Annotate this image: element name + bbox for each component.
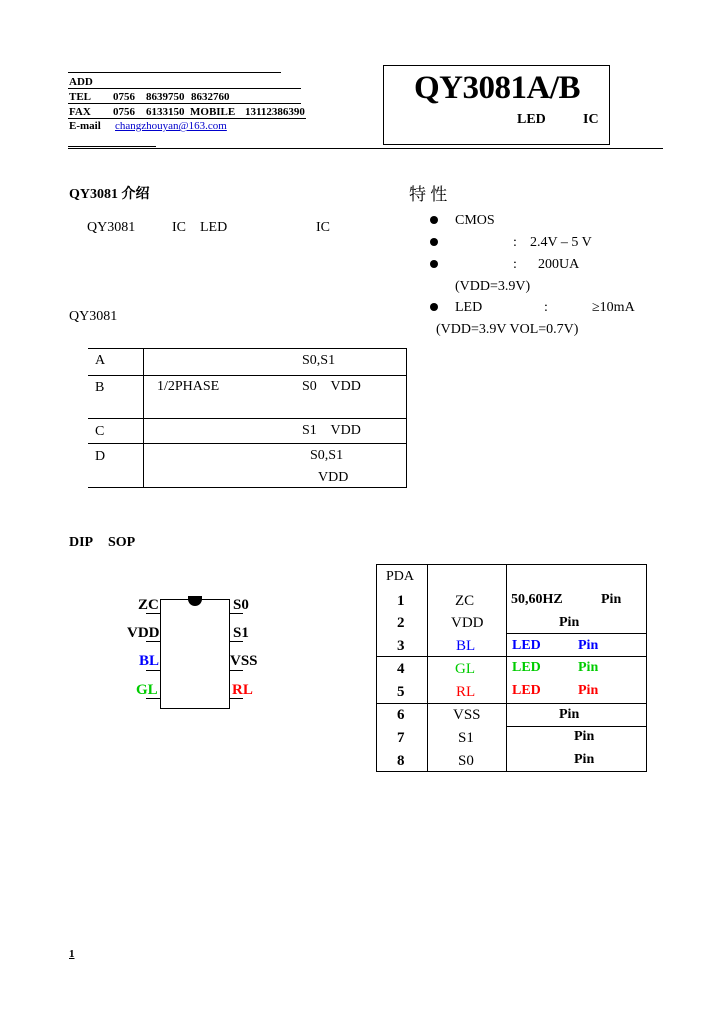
pin-desc: 50,60HZ (511, 592, 563, 607)
pin-name: S1 (458, 730, 474, 746)
pin-number: 5 (397, 684, 405, 700)
mode-c-label: C (95, 424, 105, 439)
tel-code: 0756 (113, 91, 135, 103)
fax-label: FAX (69, 106, 91, 118)
feature-current-value: 200UA (538, 257, 580, 272)
pin-desc-suffix: Pin (559, 615, 580, 630)
feature-led-label: LED (455, 300, 483, 315)
title-sub-ic: IC (583, 112, 599, 127)
pin-name: VDD (451, 615, 484, 631)
pin-number: 8 (397, 753, 405, 769)
pin-number: 3 (397, 638, 405, 654)
pin-desc-suffix: Pin (601, 592, 622, 607)
pin-name: GL (455, 661, 475, 677)
features-heading: 特 性 (409, 185, 448, 204)
pin-name: ZC (455, 593, 475, 609)
pin-desc-suffix: Pin (578, 660, 599, 675)
feature-led-note: (VDD=3.9V VOL=0.7V) (436, 322, 579, 337)
title-sub-led: LED (517, 112, 546, 127)
mode-d-pins-2: VDD (318, 470, 349, 485)
pin-desc: LED (512, 638, 541, 653)
feature-current-sep: : (513, 257, 517, 272)
header-rule-add (68, 88, 301, 89)
mobile-label: MOBILE (190, 106, 236, 118)
tel-label: TEL (69, 91, 92, 103)
feature-led-value: ≥10mA (592, 300, 635, 315)
pin-label-s1: S1 (233, 625, 249, 641)
pin-desc-suffix: Pin (574, 752, 595, 767)
mode-a-label: A (95, 353, 106, 368)
modes-label: QY3081 (69, 309, 118, 324)
intro-ic-2: IC (316, 220, 330, 235)
bullet-icon (430, 238, 438, 246)
feature-voltage-value: 2.4V – 5 V (530, 235, 592, 250)
feature-voltage-sep: : (513, 235, 517, 250)
pin-desc: LED (512, 660, 541, 675)
intro-heading: QY3081 介绍 (69, 187, 150, 202)
mode-b-desc: 1/2PHASE (157, 379, 220, 394)
bullet-icon (430, 260, 438, 268)
pin-label-zc: ZC (138, 597, 159, 613)
pin-name: RL (456, 684, 476, 700)
intro-ic: IC (172, 220, 186, 235)
pin-label-vss: VSS (230, 653, 258, 669)
package-sop-label: SOP (108, 535, 136, 550)
page-number: 1 (69, 948, 75, 960)
feature-current-note: (VDD=3.9V) (455, 279, 531, 294)
pin-number: 7 (397, 730, 405, 746)
pin-label-gl: GL (136, 682, 158, 698)
product-title: QY3081A/B (414, 70, 581, 106)
mode-d-label: D (95, 449, 106, 464)
pin-name: VSS (453, 707, 481, 723)
pin-desc-suffix: Pin (559, 707, 580, 722)
header-rule-tel (68, 103, 301, 104)
fax-number: 6133150 (146, 106, 185, 118)
mode-c-pins: S1 VDD (302, 423, 361, 438)
fax-code: 0756 (113, 106, 135, 118)
pin-number: 2 (397, 615, 405, 631)
pin-name: BL (456, 638, 476, 654)
feature-led-sep: : (544, 300, 548, 315)
tel-number-1: 8639750 (146, 91, 185, 103)
pin-label-vdd: VDD (127, 625, 160, 641)
pin-number: 1 (397, 593, 405, 609)
mode-d-pins: S0,S1 (310, 448, 344, 463)
mode-a-pins: S0,S1 (302, 353, 336, 368)
pin-label-s0: S0 (233, 597, 249, 613)
mode-b-pins: S0 VDD (302, 379, 361, 394)
header-rule-fax (68, 118, 306, 119)
email-label: E-mail (69, 120, 101, 132)
bullet-icon (430, 303, 438, 311)
intro-led: LED (200, 220, 228, 235)
tel-number-2: 8632760 (191, 91, 230, 103)
email-link[interactable]: changzhouyan@163.com (115, 120, 227, 132)
chip-body (160, 599, 230, 709)
feature-cmos: CMOS (455, 213, 495, 228)
mobile-number: 13112386390 (245, 106, 305, 118)
pin-table-header: PDA (386, 569, 415, 584)
header-divider (68, 148, 663, 149)
pin-number: 6 (397, 707, 405, 723)
pin-desc-suffix: Pin (578, 638, 599, 653)
pin-desc-suffix: Pin (578, 683, 599, 698)
pin-label-bl: BL (139, 653, 160, 669)
header-rule-email (68, 146, 156, 147)
pin-number: 4 (397, 661, 405, 677)
intro-part-name: QY3081 (87, 220, 136, 235)
header-rule-top (68, 72, 281, 73)
chip-notch-icon (188, 596, 202, 606)
title-box (383, 65, 610, 145)
mode-b-label: B (95, 380, 105, 395)
pin-label-rl: RL (232, 682, 253, 698)
pin-desc: LED (512, 683, 541, 698)
pin-desc-suffix: Pin (574, 729, 595, 744)
add-label: ADD (69, 76, 93, 88)
package-dip-label: DIP (69, 535, 94, 550)
pin-name: S0 (458, 753, 474, 769)
bullet-icon (430, 216, 438, 224)
